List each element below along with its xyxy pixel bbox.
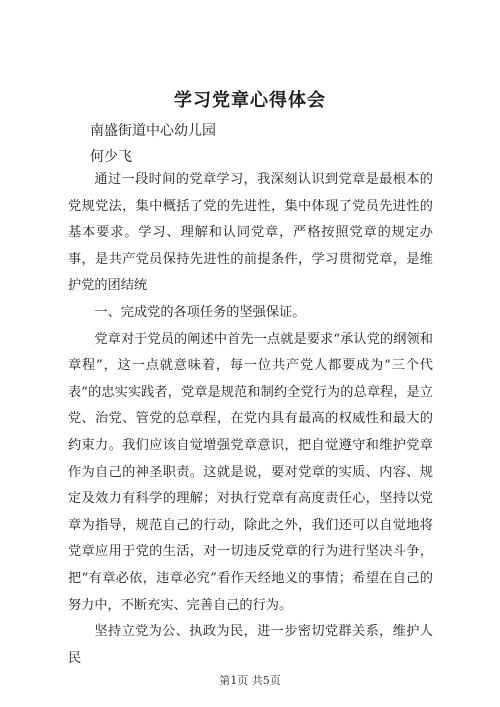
paragraph-party-charter: 党章对于党员的阐述中首先一点就是要求“承认党的纲领和章程”，这一点就意味着，每一位共产党人都要成为“三个代表”的忠实实践者，党章是规范和制约全党行为的总章程，是立党、治党、管党的总章程，在党内具有最高的权威性和最大的约束力。我们应该自觉增强党章意识，把自觉遵守和维护党章作为自己的神圣职责。这就是说，要对党章的实质、内容、规定及效力有科学的理解；对执行党章有高度责任心，坚持以党章为指导，规范自己的行动，除此之外，我们还可以自觉地将党章应用于党的生活，对一切违反党章的行为进行坚决斗争，把“有章必依，违章必究”看作天经地义的事情；希望在自己的努力中，不断充实、完善自己的行为。 — [68, 331, 433, 613]
document-title: 学习党章心得体会 — [174, 90, 326, 111]
page-footer: 第1页 共5页 — [219, 674, 281, 687]
paragraph-intro: 通过一段时间的党章学习，我深刻认识到党章是最根本的党规党法，集中概括了党的先进性，集中体现了党员先进性的基本要求。学习、理解和认同党章，严格按照党章的规定办事，是共产党员保持先进性的前提条件，学习贯彻党章，是维护党的团结统 — [68, 172, 433, 294]
author-name: 何少飞 — [90, 149, 132, 165]
paragraph-serve-people: 坚持立党为公、执政为民，进一步密切党群关系，维护人民 — [68, 624, 433, 666]
paragraph-heading-1: 一、完成党的各项任务的坚强保证。 — [94, 304, 306, 320]
organization-name: 南盛街道中心幼儿园 — [90, 123, 216, 139]
document-body — [68, 167, 433, 672]
